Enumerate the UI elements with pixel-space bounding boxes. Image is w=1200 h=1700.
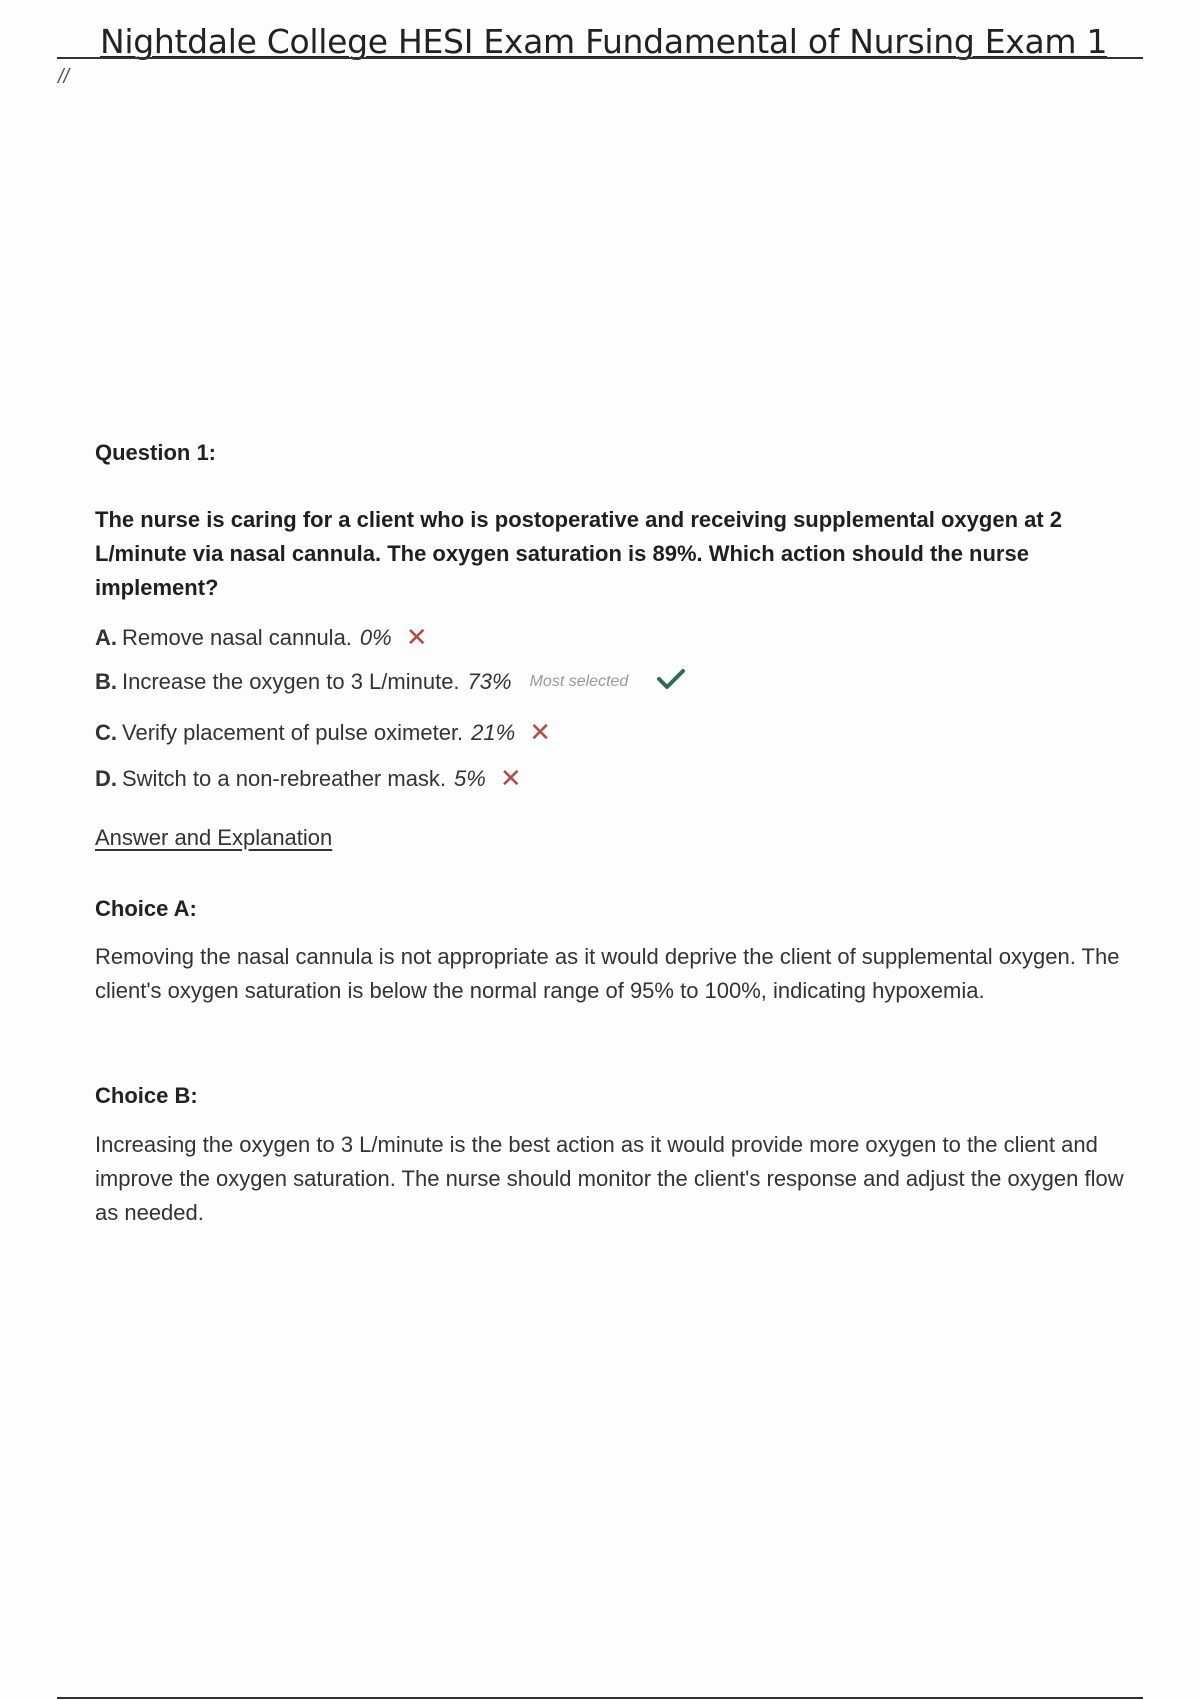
option-letter: B. [95, 669, 117, 694]
option-letter: C. [95, 719, 117, 745]
option-d[interactable] [95, 763, 522, 794]
cross-icon: ✕ [405, 622, 428, 652]
option-percent: 21% [471, 719, 516, 745]
answer-explanation-link[interactable]: Answer and Explanation [95, 825, 333, 850]
cross-icon: ✕ [499, 763, 522, 793]
most-selected-badge: Most selected [529, 673, 629, 690]
question-label: Question 1: [95, 440, 217, 465]
option-letter: D. [95, 765, 117, 791]
question-text: The nurse is caring for a client who is postoperative and receiving supplemental oxygen at 2 L/minute via nasal cannula. The oxygen saturation is 89%. Which action should the nurse implement? [95, 507, 1063, 600]
choice-b-heading: Choice B: [95, 1083, 198, 1108]
document-title: Nightdale College HESI Exam Fundamental of Nursing Exam 1 [100, 22, 1108, 61]
slash-mark: // [58, 66, 70, 88]
option-percent: 5% [454, 765, 486, 791]
option-text: Increase the oxygen to 3 L/minute. [122, 669, 460, 694]
cross-icon: ✕ [529, 717, 552, 747]
option-percent: 0% [359, 624, 392, 650]
option-b[interactable] [95, 667, 686, 697]
choice-b-body: Increasing the oxygen to 3 L/minute is the best action as it would provide more oxygen to the client and improve the oxygen saturation. The nurse should monitor the client's response and adjust the oxygen flow as needed. [95, 1132, 1124, 1225]
option-text: Remove nasal cannula. [122, 624, 352, 650]
choice-a-heading: Choice A: [95, 896, 197, 921]
option-c[interactable] [95, 717, 551, 748]
option-a[interactable] [95, 622, 428, 653]
check-icon [656, 667, 686, 697]
option-text: Switch to a non-rebreather mask. [122, 765, 447, 791]
option-letter: A. [95, 624, 117, 650]
footer-rule [57, 1697, 1143, 1699]
choice-a-body: Removing the nasal cannula is not appropriate as it would deprive the client of supplemental oxygen. The client's oxygen saturation is below the normal range of 95% to 100%, indicating hypoxemia. [95, 944, 1120, 1003]
option-text: Verify placement of pulse oximeter. [122, 719, 464, 745]
header-rule [57, 57, 1143, 59]
option-percent: 73% [467, 669, 512, 694]
